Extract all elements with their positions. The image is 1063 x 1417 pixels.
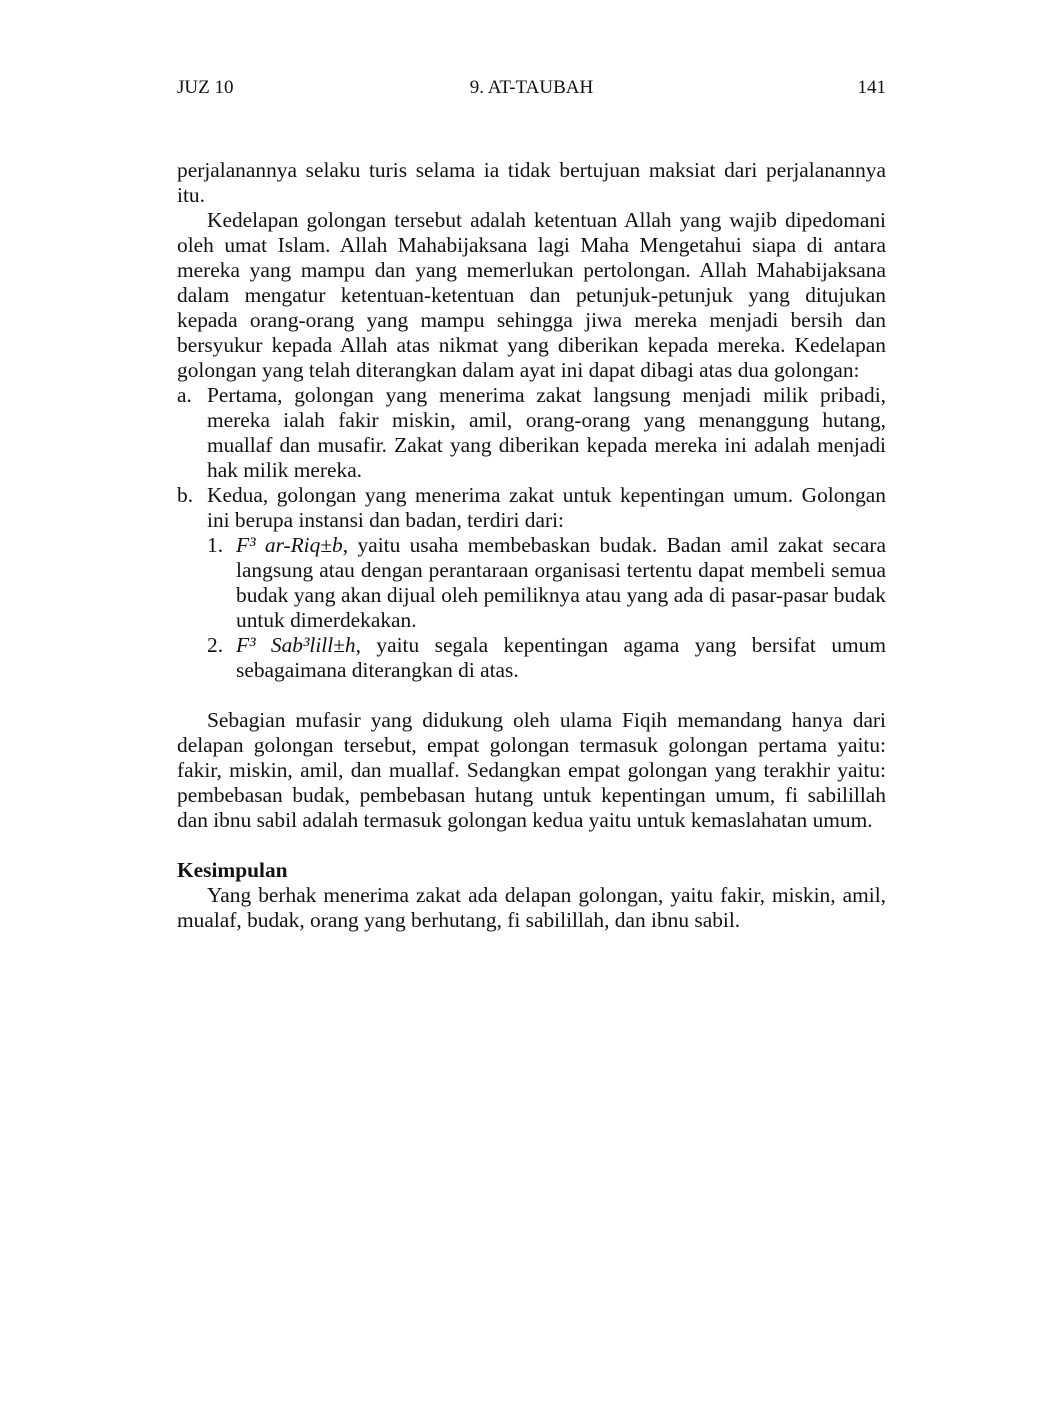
section-heading-kesimpulan: Kesimpulan	[177, 858, 288, 882]
term-sabilillah: F³ Sab³lill±h	[236, 633, 356, 657]
sub-list-marker-1: 1.	[207, 533, 224, 557]
page-number: 141	[857, 77, 886, 98]
list-item-a-text: Pertama, golongan yang menerima zakat langsung menjadi milik pribadi, mereka ialah fakir miskin, amil, orang-orang yang menanggung hutang, muallaf dan musafir. Zakat yang diberikan kepada mereka ini adalah menjadi hak milik mereka.	[207, 383, 886, 482]
list-item-a	[177, 383, 886, 483]
paragraph-kesimpulan: Yang berhak menerima zakat ada delapan golongan, yaitu fakir, miskin, amil, mualaf, budak, orang yang berhutang, fi sabilillah, dan ibnu sabil.	[177, 883, 886, 932]
body-text	[177, 158, 886, 933]
term-ar-riqab: F³ ar-Riq±b	[236, 533, 343, 557]
paragraph-mufasir: Sebagian mufasir yang didukung oleh ulama Fiqih memandang hanya dari delapan golongan tersebut, empat golongan termasuk golongan pertama yaitu: fakir, miskin, amil, dan muallaf. Sedangkan empat golongan yang terakhir yaitu: pembebasan budak, pembebasan hutang untuk kepentingan umum, fi sabilillah dan ibnu sabil adalah termasuk golongan kedua yaitu untuk kemaslahatan umum.	[177, 708, 886, 832]
juz-label: JUZ 10	[177, 77, 234, 98]
list-marker-a: a.	[177, 383, 192, 407]
sub-list	[207, 533, 886, 683]
running-header	[177, 74, 886, 102]
list-item-b	[177, 483, 886, 683]
paragraph-continuation: perjalanannya selaku turis selama ia tidak bertujuan maksiat dari perjalanannya itu.	[177, 158, 886, 207]
sub-list-item-2	[207, 633, 886, 683]
sub-list-item-1	[207, 533, 886, 633]
sub-list-item-1-text: , yaitu usaha membebaskan budak. Badan amil zakat secara langsung atau dengan perantaraan organisasi tertentu dapat membeli semua budak yang akan dijual oleh pemiliknya atau yang ada di pasar-pasar budak untuk dimerdekakan.	[236, 533, 887, 632]
sub-list-item-2-text: , yaitu segala kepentingan agama yang bersifat umum sebagaimana diterangkan di atas.	[236, 633, 886, 682]
sub-list-marker-2: 2.	[207, 633, 224, 657]
golongan-list	[177, 383, 886, 683]
list-item-b-text: Kedua, golongan yang menerima zakat untuk kepentingan umum. Golongan ini berupa instansi dan badan, terdiri dari:	[207, 483, 886, 532]
paragraph-kedelapan: Kedelapan golongan tersebut adalah ketentuan Allah yang wajib dipedomani oleh umat Islam. Allah Mahabijaksana lagi Maha Mengetahui siapa di antara mereka yang mampu dan yang memerlukan pertolongan. Allah Mahabijaksana dalam mengatur ketentuan-ketentuan dan petunjuk-petunjuk yang ditujukan kepada orang-orang yang mampu sehingga jiwa mereka menjadi bersih dan bersyukur kepada Allah atas nikmat yang diberikan kepada mereka. Kedelapan golongan yang telah diterangkan dalam ayat ini dapat dibagi atas dua golongan:	[177, 208, 886, 382]
spacer	[177, 833, 886, 858]
spacer	[177, 683, 886, 708]
surah-title: 9. AT-TAUBAH	[469, 77, 594, 98]
list-marker-b: b.	[177, 483, 194, 507]
